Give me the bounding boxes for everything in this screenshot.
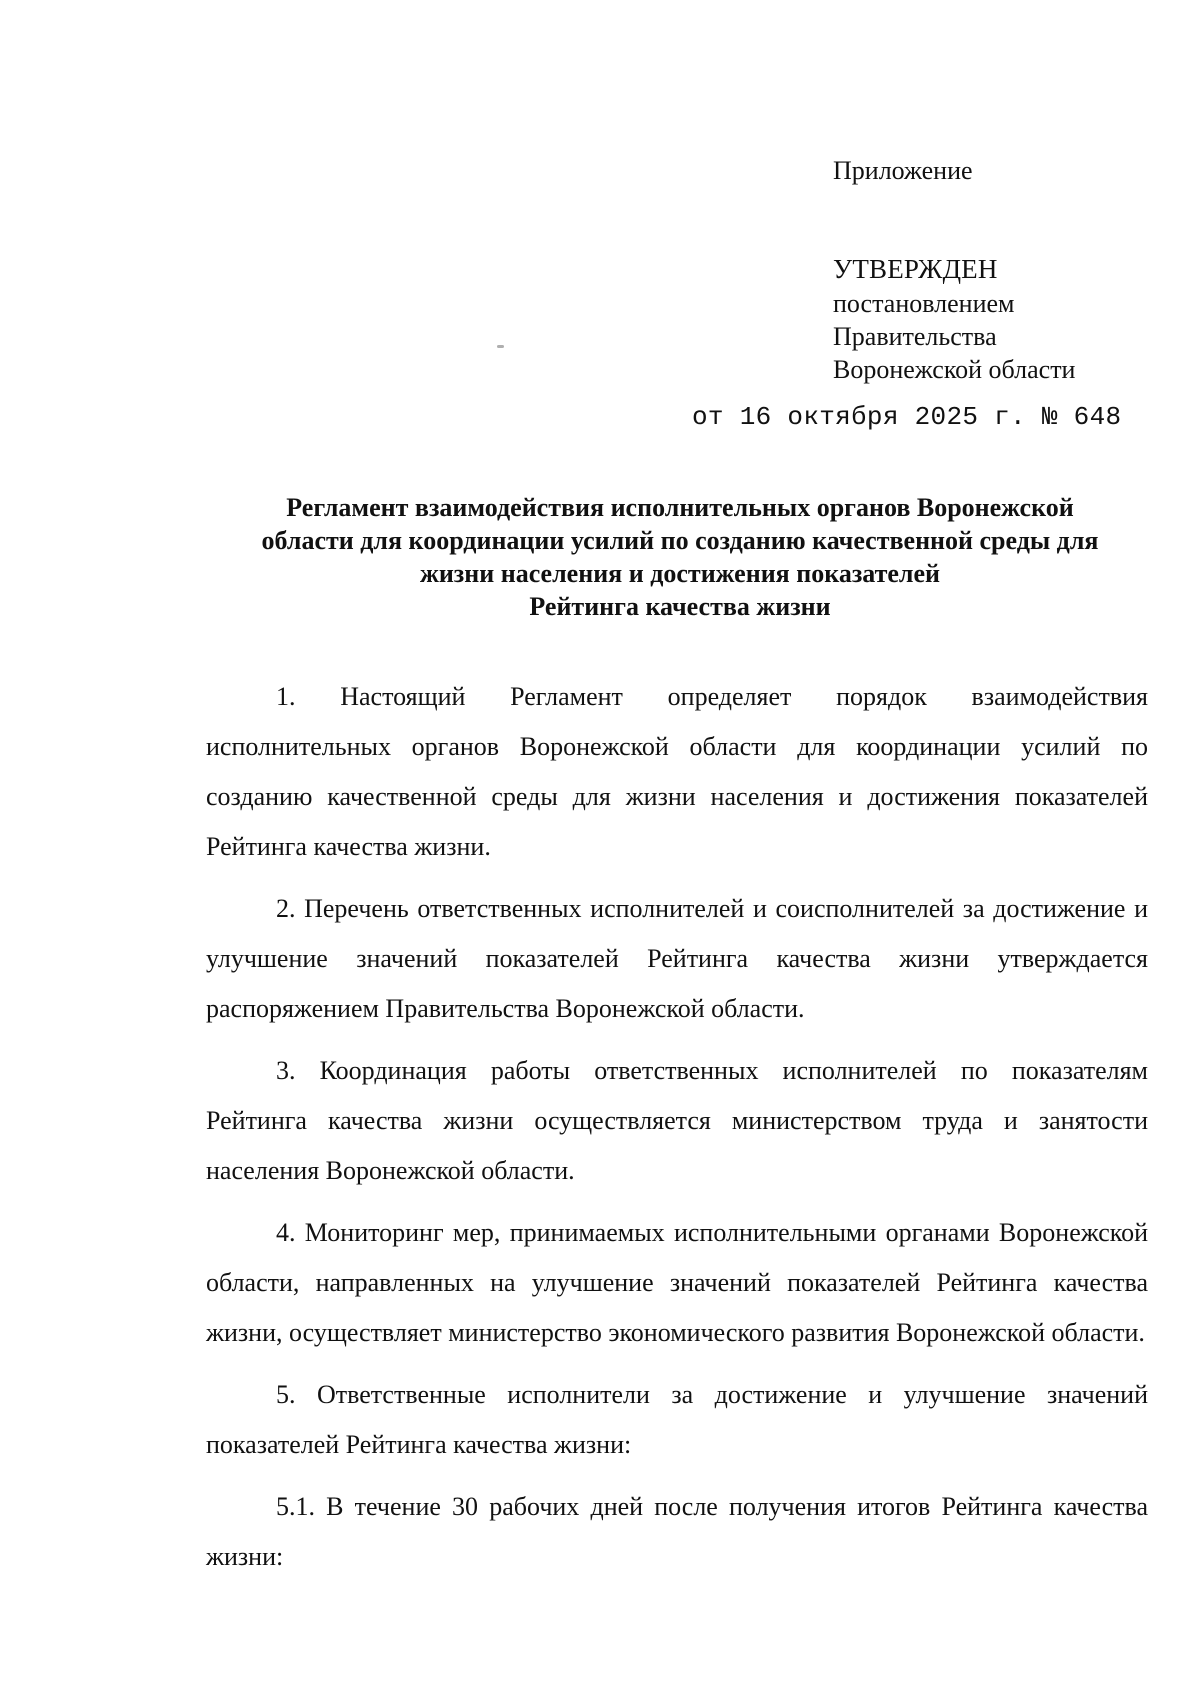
scan-artifact [497,345,504,348]
title-line-4: Рейтинга качества жизни [529,592,831,621]
approval-line-1: постановлением [833,289,1015,318]
title-line-1: Регламент взаимодействия исполнительных органов Воронежской [286,493,1074,522]
approval-block [833,251,1075,386]
annex-label: Приложение [833,156,973,185]
approval-line-3: Воронежской области [833,355,1076,384]
paragraph-4: 4. Мониторинг мер, принимаемых исполнительными органами Воронежской области, направленных на улучшение значений показателей Рейтинга качества жизни, осуществляет министерство экономического развития Воронежской области. [206,1218,1148,1347]
title-line-3: жизни населения и достижения показателей [419,559,941,588]
document-body [206,672,1148,1594]
approval-approved: УТВЕРЖДЕН [833,254,998,284]
paragraph-2: 2. Перечень ответственных исполнителей и соисполнителей за достижение и улучшение значений показателей Рейтинга качества жизни утверждается распоряжением Правительства Воронежской области. [206,894,1148,1023]
title-line-2: области для координации усилий по созданию качественной среды для [261,526,1099,555]
paragraph-5-1: 5.1. В течение 30 рабочих дней после получения итогов Рейтинга качества жизни: [206,1492,1148,1571]
approval-line-2: Правительства [833,322,997,351]
paragraph-3: 3. Координация работы ответственных исполнителей по показателям Рейтинга качества жизни осуществляется министерством труда и занятости населения Воронежской области. [206,1056,1148,1185]
document-title [180,491,1180,623]
paragraph-5: 5. Ответственные исполнители за достижение и улучшение значений показателей Рейтинга качества жизни: [206,1380,1148,1459]
order-date-number: от 16 октября 2025 г. № 648 [692,402,1122,432]
paragraph-1: 1. Настоящий Регламент определяет порядок взаимодействия исполнительных органов Воронежской области для координации усилий по созданию качественной среды для жизни населения и достижения показателей Рейтинга качества жизни. [206,682,1148,861]
